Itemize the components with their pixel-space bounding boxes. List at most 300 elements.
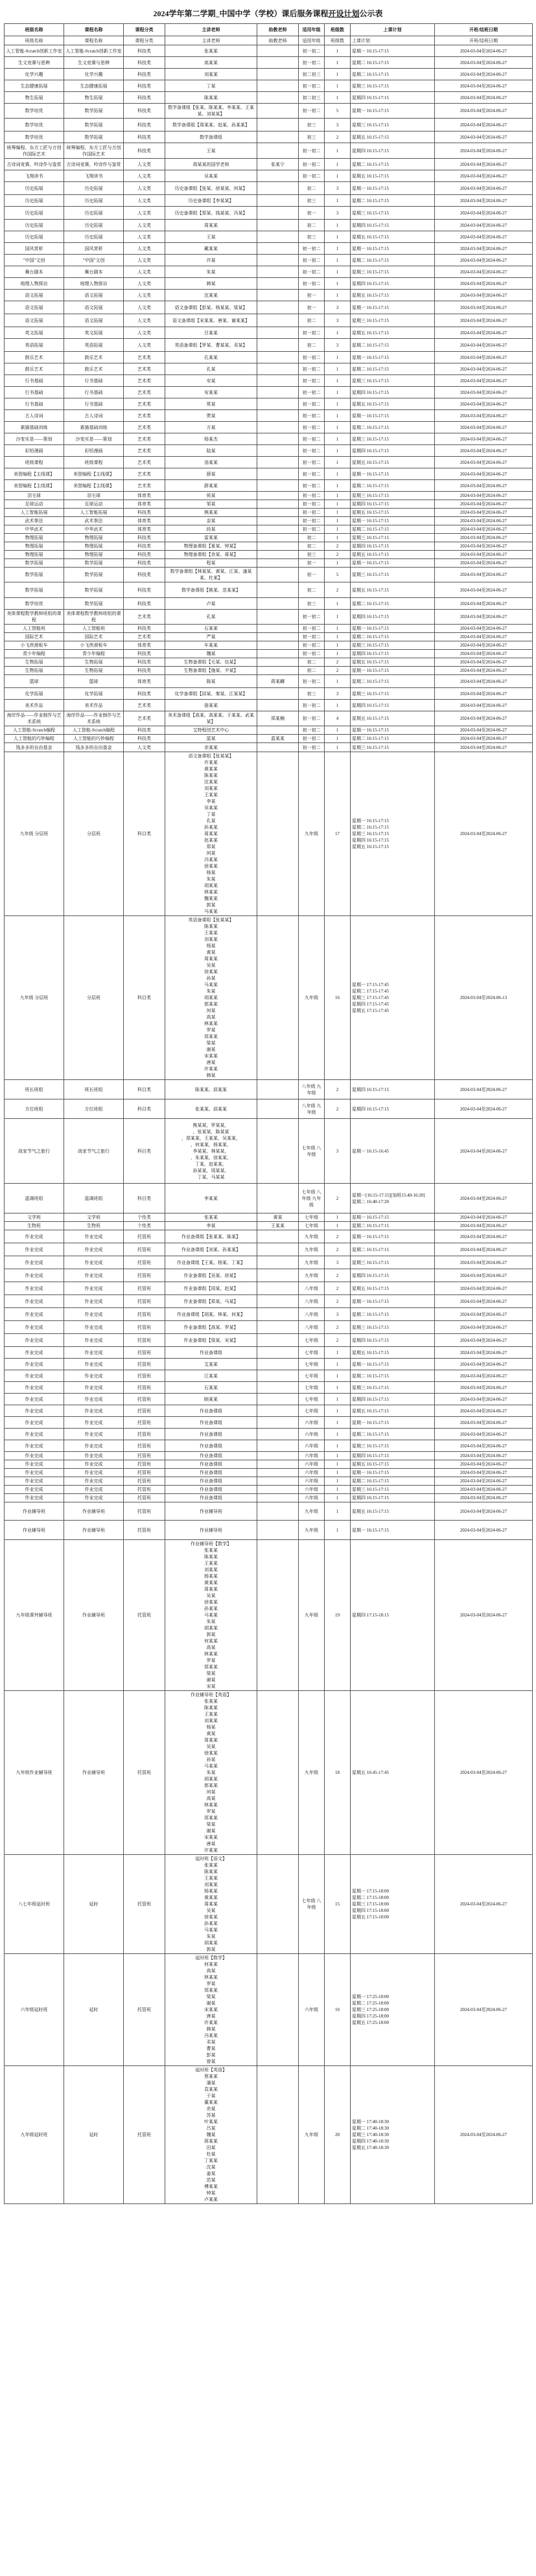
table-cell: 蓝调班组 [5, 1184, 64, 1213]
table-cell: 鼓乐艺术 [5, 363, 64, 375]
table-cell: 星期四 16:15-17:15 [351, 650, 435, 658]
table-cell: 班级数 [325, 36, 351, 45]
table-cell [257, 480, 299, 492]
page-title [4, 8, 532, 19]
table-cell: 1 [325, 743, 351, 752]
table-cell: 1 [325, 143, 351, 159]
table-cell: 陈某某 [165, 92, 257, 104]
table-cell: 星期五 16:15-17:15 [351, 231, 435, 243]
table-cell: 郑某楠 [257, 711, 299, 726]
table-cell: 星期四 17:15-18:15 [351, 1540, 435, 1691]
table-cell: 2024-03-04至2024-06-27 [435, 231, 533, 243]
teacher-name: 曹某 [206, 2046, 216, 2051]
table-cell: 20 [325, 2066, 351, 2204]
table-row [5, 916, 533, 1080]
table-cell: 钱多多的自由基金 [64, 743, 124, 752]
table-row [5, 375, 533, 387]
teacher-name: 林某某 [204, 1021, 218, 1026]
table-cell: 人文类 [124, 314, 165, 327]
table-cell: 化学拓展 [64, 688, 124, 700]
table-cell: 艺术类 [124, 352, 165, 363]
table-cell: 2024-03-04至2024-06-27 [435, 1080, 533, 1099]
table-cell: 科技类 [124, 582, 165, 598]
table-cell: 历史拓展 [64, 182, 124, 195]
table-cell: 分层班 [64, 752, 124, 916]
table-cell: 物理拓展 [64, 534, 124, 542]
table-cell: 2024-03-04至2024-06-27 [435, 1521, 533, 1540]
table-cell: 2024-03-04至2024-06-27 [435, 688, 533, 700]
teacher-name: 胡某某 [204, 1777, 218, 1782]
table-cell: 2 [325, 1334, 351, 1347]
table-cell: 作业完成 [5, 1460, 64, 1469]
teacher-name: 谢某 [206, 1828, 216, 1834]
teacher-name: 李某某，林某某， [192, 1148, 229, 1154]
table-cell: 科技类 [124, 119, 165, 132]
table-cell: 科目类 [124, 1080, 165, 1099]
table-cell [257, 207, 299, 220]
table-cell: 作业完成 [5, 1282, 64, 1295]
table-cell: 数学拓展 [64, 132, 124, 143]
teacher-name: 王某某 [204, 1876, 218, 1881]
table-cell: 科技类 [124, 542, 165, 551]
table-cell: 艺术类 [124, 398, 165, 410]
table-cell: 托管班 [124, 1243, 165, 1256]
teacher-name: 高某 [206, 1015, 216, 1020]
table-cell: 作业完成 [5, 1334, 64, 1347]
table-row [5, 1855, 533, 1954]
teacher-name: 刘某某 [204, 786, 218, 791]
table-cell: 课程名称 [64, 36, 124, 45]
table-cell: 初二 [299, 339, 325, 352]
table-cell: 2024-03-04至2024-06-27 [435, 743, 533, 752]
teacher-name: 张某某、邱某某 [195, 1106, 227, 1112]
teacher-name: 郑某某 [204, 1815, 218, 1821]
table-cell: 物理拓展 [5, 551, 64, 559]
table-cell: 2024-03-04至2024-06-27 [435, 598, 533, 610]
table-cell: 1 [325, 1382, 351, 1394]
table-cell: 陆某 [165, 445, 257, 457]
teacher-name: 董某某 [204, 2100, 218, 2105]
table-cell: 星期五 16:15-17:15 [351, 658, 435, 667]
table-cell: 彩铅漫画 [64, 445, 124, 457]
table-cell: 2024-03-04至2024-06-27 [435, 1321, 533, 1334]
table-cell: 2024-03-04至2024-06-27 [435, 2066, 533, 2204]
teacher-name: 陈某某 [204, 1554, 218, 1559]
table-cell: 2024-03-04至2024-06-13 [435, 916, 533, 1080]
table-cell: 星期二 16:15-17:15 [351, 159, 435, 170]
table-cell: 国际艺术 [5, 633, 64, 641]
table-cell: 星期二 16:15-17:15 [351, 675, 435, 688]
table-cell: 科目类 [124, 1119, 165, 1184]
table-cell: 2024-03-04至2024-06-27 [435, 641, 533, 650]
table-cell [257, 700, 299, 711]
teacher-name: 罗某 [206, 1809, 216, 1814]
table-cell: 1 [325, 625, 351, 633]
table-cell: 2024-03-04至2024-06-27 [435, 57, 533, 69]
table-row [5, 688, 533, 700]
teacher-name: 周某某 [204, 1902, 218, 1907]
table-cell: 星期五 16:15-17:15 [351, 582, 435, 598]
table-cell: 六年级 [299, 1417, 325, 1429]
table-cell: 美智编程【主线课】 [5, 480, 64, 492]
table-cell: 六年级 [299, 1494, 325, 1502]
table-cell: 美术作品 [5, 700, 64, 711]
teacher-name: 杨某某 [204, 1889, 218, 1894]
table-cell: 孔某 [165, 610, 257, 625]
table-cell: 2024-03-04至2024-06-27 [435, 119, 533, 132]
table-cell: 分层班 [64, 916, 124, 1080]
table-cell: 2 [325, 542, 351, 551]
table-cell: 星期四 16:15-17:15 [351, 220, 435, 231]
table-cell: 3 [325, 1308, 351, 1321]
table-cell: 作业备课组【吴某、徐某】 [165, 1269, 257, 1282]
table-cell [257, 610, 299, 625]
table-cell: 数学拓展 [64, 559, 124, 568]
table-row [5, 433, 533, 445]
table-cell: 初一初二 [299, 398, 325, 410]
table-cell: 2 [325, 1080, 351, 1099]
teacher-name: 高某 [206, 1796, 216, 1801]
table-cell: 八年级 [299, 1321, 325, 1334]
table-cell: 星期二 16:15-17:15 [351, 480, 435, 492]
table-cell: 数学拓展 [64, 582, 124, 598]
table-cell: 2024-03-04至2024-06-27 [435, 726, 533, 735]
table-cell: 星期四 16:15-17:15 [351, 92, 435, 104]
teacher-name: 徐某某 [204, 1751, 218, 1756]
table-cell: 2024-03-04至2024-06-27 [435, 1954, 533, 2066]
table-row [5, 1405, 533, 1417]
teacher-name: 高某 [206, 1645, 216, 1650]
table-cell: 托管班 [124, 1334, 165, 1347]
table-cell: 雷某某 [165, 534, 257, 542]
column-header: 适用年级 [299, 24, 325, 36]
table-cell: 人工智能拓展 [64, 509, 124, 517]
table-cell: 数学备课组 [165, 132, 257, 143]
table-cell [257, 534, 299, 542]
teacher-name: 范某 [206, 2178, 216, 2183]
table-row [5, 468, 533, 480]
table-cell: 初一初二 [299, 525, 325, 534]
table-cell: 科目类 [124, 1184, 165, 1213]
table-cell: 薛某某 [165, 480, 257, 492]
table-cell: 2024-03-04至2024-06-27 [435, 195, 533, 207]
table-cell: 作业完成 [5, 1321, 64, 1334]
table-cell: 初二 [299, 220, 325, 231]
table-cell: 鼓乐艺术 [5, 352, 64, 363]
table-cell: 体育类 [124, 517, 165, 525]
table-cell: 星期二 16:15-17:15 [351, 735, 435, 743]
table-row [5, 1256, 533, 1269]
table-cell: 托管班 [124, 1521, 165, 1540]
table-cell: 作业完成 [64, 1469, 124, 1477]
table-cell: 班级名称 [5, 36, 64, 45]
table-cell: 1 [325, 1452, 351, 1460]
table-cell: 初一初二 [299, 633, 325, 641]
table-row [5, 80, 533, 92]
teacher-name: 陈某某 [204, 773, 218, 778]
table-cell: 2024-03-04至2024-06-27 [435, 1540, 533, 1691]
table-cell: 星期三 16:15-17:15 [351, 207, 435, 220]
table-cell: 2024-03-04至2024-06-27 [435, 339, 533, 352]
table-cell: 2024-03-04至2024-06-27 [435, 45, 533, 57]
table-cell [257, 69, 299, 80]
table-cell: 作业备课组 [165, 1452, 257, 1460]
table-cell: 七年级 [299, 1405, 325, 1417]
teacher-name: 苏某 [206, 2113, 216, 2118]
table-cell: 星期一 16:15-17:15 [351, 625, 435, 633]
table-cell: 人文类 [124, 266, 165, 278]
table-cell: 1 [325, 1347, 351, 1359]
table-cell [257, 445, 299, 457]
table-cell: 语文拓展 [64, 301, 124, 314]
table-cell [257, 1394, 299, 1405]
table-cell [257, 559, 299, 568]
table-row [5, 1282, 533, 1295]
table-cell: 作业完成 [5, 1486, 64, 1494]
table-cell [257, 398, 299, 410]
table-cell: 星期一[16:15-17:15][加班15:40-16:20] 星期二 16:40-17:20 [351, 1184, 435, 1213]
table-cell: 托管班 [124, 1382, 165, 1394]
table-cell: 2024-03-04至2024-06-27 [435, 1256, 533, 1269]
teacher-name: 延时班【数学】 [195, 1955, 227, 1961]
table-cell: 2024-03-04至2024-06-27 [435, 1347, 533, 1359]
table-cell [257, 1954, 299, 2066]
table-cell: 3 [325, 301, 351, 314]
table-cell: 初二 [299, 658, 325, 667]
table-cell: 助教老师 [257, 36, 299, 45]
table-cell [257, 290, 299, 301]
table-cell: 人工智能班 [5, 625, 64, 633]
table-cell [257, 132, 299, 143]
teacher-name: 叶某某 [204, 2119, 218, 2124]
table-cell: 托管班 [124, 1494, 165, 1502]
table-cell: 科技类 [124, 625, 165, 633]
teacher-name: 孔某 [206, 818, 216, 823]
table-cell: 九年级 [299, 1230, 325, 1243]
table-cell: 2024-03-04至2024-06-27 [435, 468, 533, 480]
table-cell [257, 658, 299, 667]
table-cell: 作业辅导班 [64, 1521, 124, 1540]
table-cell: 作业备课组 [165, 1460, 257, 1469]
teacher-name: 朱某 [206, 1934, 216, 1939]
teacher-name: 郑某某 [204, 1034, 218, 1039]
table-cell: 数学备课组【周某某、赵某、孙某某】 [165, 119, 257, 132]
table-cell: 托管班 [124, 1256, 165, 1269]
table-cell: 2024-03-04至2024-06-27 [435, 1382, 533, 1394]
teacher-name: 徐某某 [204, 1600, 218, 1605]
teacher-name: 许某某 [204, 1066, 218, 1072]
table-cell: 托管班 [124, 1359, 165, 1370]
teacher-name: 郭某某 [204, 1002, 218, 1007]
table-cell: 作业辅导班 [64, 1540, 124, 1691]
table-cell: 行书基础 [64, 375, 124, 387]
table-cell: 统筹编程、东方工匠与万创作国际艺术 [5, 143, 64, 159]
teacher-name: 沈某 [206, 2165, 216, 2170]
table-cell [257, 1460, 299, 1469]
teacher-name: 作业辅导班【英语】 [191, 1692, 231, 1697]
table-cell [257, 352, 299, 363]
table-cell: 英语拓展 [5, 339, 64, 352]
table-cell: 化学拓展 [5, 688, 64, 700]
table-cell: 作业完成 [64, 1460, 124, 1469]
table-cell: 科技类 [124, 598, 165, 610]
table-cell: 艺术类 [124, 433, 165, 445]
table-cell: 九年级 分层班 [5, 752, 64, 916]
table-cell [257, 542, 299, 551]
table-cell [257, 278, 299, 290]
table-cell: 2 [325, 1184, 351, 1213]
table-cell: 作业完成 [64, 1321, 124, 1334]
table-cell: 2024-03-04至2024-06-27 [435, 711, 533, 726]
table-cell: 2024-03-04至2024-06-27 [435, 658, 533, 667]
table-cell: 初一 [299, 559, 325, 568]
table-cell: 作业备课组【王某、杨某、丁某】 [165, 1256, 257, 1269]
table-cell: 作业完成 [5, 1370, 64, 1382]
table-cell [257, 255, 299, 266]
table-cell: 数学拓展 [64, 104, 124, 119]
table-cell: 托管班 [124, 1691, 165, 1855]
table-cell: 九年级 [299, 1269, 325, 1282]
table-row [5, 610, 533, 625]
table-row [5, 170, 533, 182]
table-cell: 星期四 16:15-17:15 [351, 700, 435, 711]
table-cell [257, 387, 299, 398]
table-cell: 星期二 16:15-17:15 [351, 69, 435, 80]
table-cell: 3 [325, 314, 351, 327]
teacher-name: 黄某某 [204, 1580, 218, 1585]
table-cell: 初一初二 [299, 255, 325, 266]
table-cell: 星期二 16:15-17:15 [351, 255, 435, 266]
table-cell: 八七年级延时班 [5, 1855, 64, 1954]
table-cell: 美智编程【主线课】 [64, 468, 124, 480]
table-cell: 体育类 [124, 525, 165, 534]
table-cell: 科技类 [124, 650, 165, 658]
table-cell: 初一初二 [299, 45, 325, 57]
table-cell: 2024-03-04至2024-06-27 [435, 1099, 533, 1119]
table-cell: 武术拳法 [5, 517, 64, 525]
table-cell: 星期三 16:15-17:15 [351, 492, 435, 500]
table-cell: 1 [325, 1521, 351, 1540]
table-cell: 羽毛球 [5, 492, 64, 500]
table-cell: 2024-03-04至2024-06-27 [435, 69, 533, 80]
teacher-name: 唐某 [206, 2014, 216, 2019]
table-cell: 数学拓展 [64, 598, 124, 610]
table-cell: 19 [325, 1540, 351, 1691]
table-cell: 星期一 16:15-17:15 [351, 45, 435, 57]
table-row [5, 509, 533, 517]
table-cell: 初一初二 [299, 650, 325, 658]
table-cell: 1 [325, 1417, 351, 1429]
table-cell: 上课计划 [351, 36, 435, 45]
table-cell: 托管班 [124, 2066, 165, 2204]
teacher-name: 许某某 [204, 760, 218, 765]
table-cell [257, 492, 299, 500]
table-cell: 生文竞赛与思辨 [64, 57, 124, 69]
table-cell: 作业备课组【郑某、马某】 [165, 1295, 257, 1308]
table-row [5, 711, 533, 726]
table-cell: 蓝调班组 [64, 1184, 124, 1213]
table-cell: 延时 [64, 1855, 124, 1954]
table-cell: 六年级 [299, 1477, 325, 1486]
table-cell: 物理拓展 [5, 534, 64, 542]
table-row [5, 119, 533, 132]
table-row [5, 104, 533, 119]
teacher-name: 胡某某 [204, 1940, 218, 1946]
table-cell: 九年级 分层班 [5, 916, 64, 1080]
table-cell: 体育类 [124, 641, 165, 650]
table-cell: 3 [325, 1256, 351, 1269]
table-cell: 作业完成 [64, 1295, 124, 1308]
table-cell [257, 170, 299, 182]
teacher-name: 马某某 [204, 1927, 218, 1933]
table-cell [165, 916, 257, 1080]
table-cell: 地理人物探访 [5, 278, 64, 290]
table-cell: 黄某 [257, 1213, 299, 1222]
table-row [5, 534, 533, 542]
table-body [5, 36, 533, 2204]
table-cell: 星期二 16:15-17:15 [351, 1243, 435, 1256]
teacher-name: 杨某 [206, 943, 216, 949]
table-cell: 侯某 [165, 492, 257, 500]
table-cell: 艺术类 [124, 363, 165, 375]
table-cell: 1 [325, 492, 351, 500]
table-row [5, 1269, 533, 1282]
table-cell: 人文类 [124, 195, 165, 207]
table-cell: 初三 [299, 195, 325, 207]
teacher-name: ，何某某，杨某某， [191, 1142, 231, 1147]
table-cell: 作业完成 [64, 1429, 124, 1440]
table-cell: 托管班 [124, 1394, 165, 1405]
table-cell: 星期一 16:15-17:15 [351, 1469, 435, 1477]
table-cell: 八年级 九年级 [299, 1099, 325, 1119]
table-row [5, 1477, 533, 1486]
table-cell [257, 80, 299, 92]
table-cell: 人文类 [124, 220, 165, 231]
table-cell: 星期一 16:15-17:15 [351, 559, 435, 568]
table-cell: 2024-03-04至2024-06-27 [435, 301, 533, 314]
table-cell [257, 1477, 299, 1486]
table-cell: 物理备课组【夏某、钟某】 [165, 542, 257, 551]
table-cell: 星期三 16:15-17:15 [351, 534, 435, 542]
table-cell: 人文类 [124, 182, 165, 195]
table-cell [257, 1502, 299, 1521]
table-cell: 美术作品 [64, 700, 124, 711]
teacher-name: 王某某 [204, 1561, 218, 1566]
table-cell: 初一初二 [299, 159, 325, 170]
table-cell: 托管班 [124, 1269, 165, 1282]
table-cell: 刘某某 [165, 69, 257, 80]
table-cell: 作业完成 [5, 1347, 64, 1359]
table-cell: 星期四 16:15-17:15 [351, 1334, 435, 1347]
table-row [5, 1469, 533, 1477]
table-cell [257, 1494, 299, 1502]
table-cell: 古诗词竞赛，吟诗作与鉴赏 [5, 159, 64, 170]
table-cell: 古人诗词 [5, 410, 64, 422]
table-cell: 2024-03-04至2024-06-27 [435, 1405, 533, 1417]
table-cell: 段某 [165, 525, 257, 534]
table-cell: 生物拓展 [5, 667, 64, 675]
table-cell: 人文类 [124, 255, 165, 266]
table-cell [257, 551, 299, 559]
teacher-name: 周某某 [204, 956, 218, 961]
table-cell: 星期四 16:15-17:15 [351, 387, 435, 398]
teacher-name: 丁某，赵某某， [195, 1161, 227, 1167]
table-row [5, 1370, 533, 1382]
table-row [5, 633, 533, 641]
table-cell: 星期二 16:15-17:15 [351, 363, 435, 375]
table-cell: 历史拓展 [5, 220, 64, 231]
table-cell: 星期二 16:15-17:15 [351, 422, 435, 433]
